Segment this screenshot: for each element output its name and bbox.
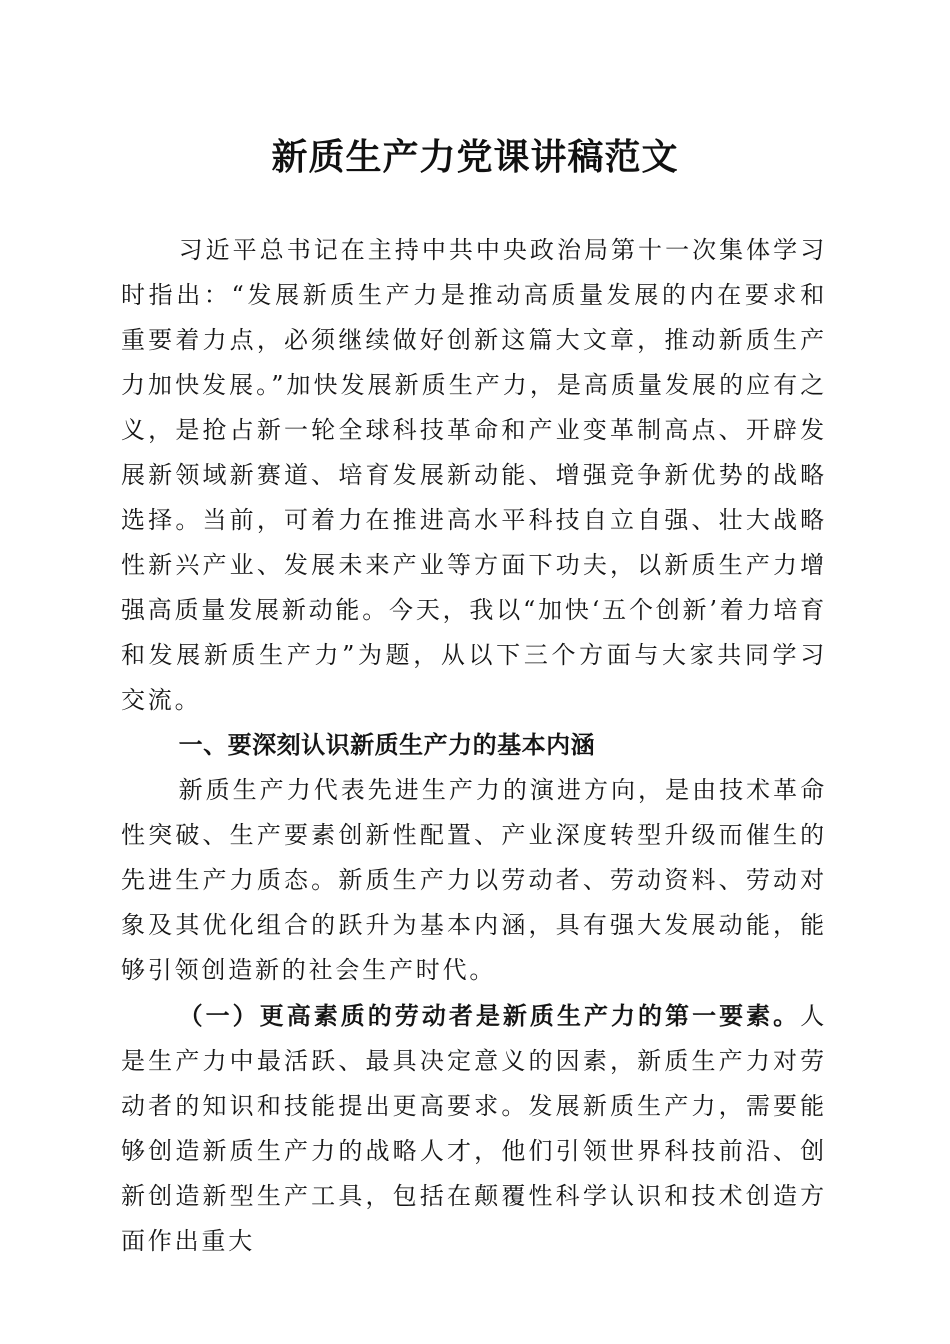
point-body: 人是生产力中最活跃、最具决定意义的因素，新质生产力对劳动者的知识和技能提出更高要求。发展新质生产力，需要能够创造新质生产力的战略人才，他们引领世界科技前沿、创新创造新型生产工具，包括在颠覆性科学认识和技术创造方面作出重大 (121, 1002, 827, 1255)
point-paragraph (121, 993, 827, 1264)
document-body (121, 228, 827, 1264)
point-lead: （一）更高素质的劳动者是新质生产力的第一要素。 (178, 1001, 801, 1030)
page-title: 新质生产力党课讲稿范文 (271, 136, 679, 178)
section-paragraph: 新质生产力代表先进生产力的演进方向，是由技术革命性突破、生产要素创新性配置、产业深度转型升级而催生的先进生产力质态。新质生产力以劳动者、劳动资料、劳动对象及其优化组合的跃升为基本内涵，具有强大发展动能，能够引领创造新的社会生产时代。 (121, 776, 827, 984)
intro-paragraph: 习近平总书记在主持中共中央政治局第十一次集体学习时指出：“发展新质生产力是推动高质量发展的内在要求和重要着力点，必须继续做好创新这篇大文章，推动新质生产力加快发展。”加快发展新质生产力，是高质量发展的应有之义，是抢占新一轮全球科技革命和产业变革制高点、开辟发展新领域新赛道、培育发展新动能、增强竞争新优势的战略选择。当前，可着力在推进高水平科技自立自强、壮大战略性新兴产业、发展未来产业等方面下功夫，以新质生产力增强高质量发展新动能。今天，我以“加快‘五个创新’着力培育和发展新质生产力”为题，从以下三个方面与大家共同学习交流。 (121, 236, 827, 714)
section-heading: 一、要深刻认识新质生产力的基本内涵 (178, 731, 596, 759)
